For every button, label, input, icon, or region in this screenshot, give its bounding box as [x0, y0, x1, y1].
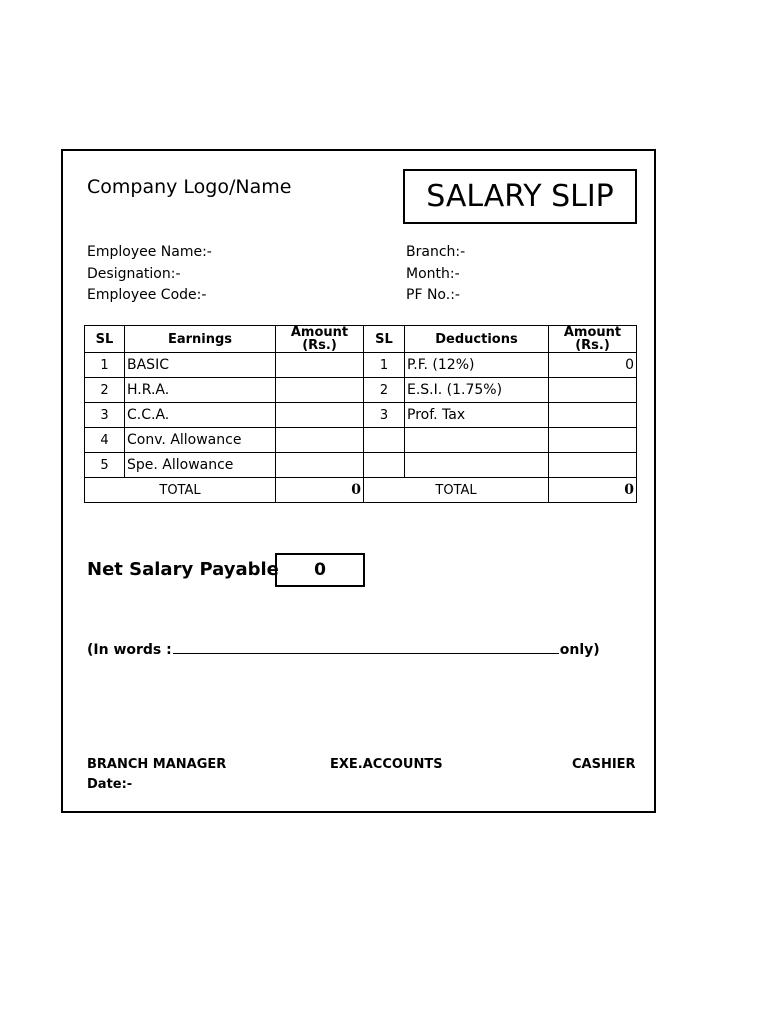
earning-sl: 5 — [85, 453, 125, 478]
earning-sl: 3 — [85, 403, 125, 428]
deduction-sl — [364, 428, 405, 453]
earning-label: Conv. Allowance — [125, 428, 276, 453]
employee-info-left — [87, 242, 212, 307]
exe-accounts-signature-label: EXE.ACCOUNTS — [330, 757, 443, 772]
in-words-suffix: only) — [559, 642, 600, 658]
sl-header: SL — [364, 326, 405, 353]
pf-no-label: PF No.:- — [406, 287, 460, 303]
deduction-label — [405, 453, 549, 478]
in-words-prefix: (In words : — [87, 642, 172, 658]
net-salary-value: 0 — [275, 553, 365, 587]
deduction-amount[interactable]: 0 — [549, 353, 637, 378]
deduction-amount[interactable] — [549, 378, 637, 403]
deduction-label: E.S.I. (1.75%) — [405, 378, 549, 403]
table-row — [85, 378, 637, 403]
deduction-amount[interactable] — [549, 453, 637, 478]
deductions-total-value: 0 — [549, 478, 637, 503]
amount-in-words — [87, 638, 600, 658]
branch-label: Branch:- — [406, 244, 466, 260]
earning-amount[interactable] — [276, 378, 364, 403]
total-row — [85, 478, 637, 503]
earning-label: H.R.A. — [125, 378, 276, 403]
deduction-sl: 2 — [364, 378, 405, 403]
deduction-sl: 3 — [364, 403, 405, 428]
earning-label: C.C.A. — [125, 403, 276, 428]
cashier-signature-label: CASHIER — [572, 757, 636, 772]
designation-label: Designation:- — [87, 265, 181, 282]
employee-name-label: Employee Name:- — [87, 244, 212, 260]
earnings-total-value: 0 — [276, 478, 364, 503]
sl-header: SL — [85, 326, 125, 353]
earnings-amount-header: Amount (Rs.) — [276, 326, 364, 353]
earnings-total-label: TOTAL — [85, 478, 276, 503]
earning-label: BASIC — [125, 353, 276, 378]
in-words-blank-line[interactable] — [173, 638, 559, 654]
deduction-sl: 1 — [364, 353, 405, 378]
deduction-label — [405, 428, 549, 453]
earning-sl: 1 — [85, 353, 125, 378]
date-label: Date:- — [87, 777, 133, 792]
deduction-amount[interactable] — [549, 403, 637, 428]
month-label: Month:- — [406, 265, 460, 282]
employee-info-right — [406, 242, 465, 307]
salary-table — [84, 325, 637, 503]
earning-label: Spe. Allowance — [125, 453, 276, 478]
deduction-label: P.F. (12%) — [405, 353, 549, 378]
earning-amount[interactable] — [276, 403, 364, 428]
deductions-amount-header: Amount (Rs.) — [549, 326, 637, 353]
earning-amount[interactable] — [276, 428, 364, 453]
table-header-row — [85, 326, 637, 353]
branch-manager-signature-label: BRANCH MANAGER — [87, 757, 227, 772]
employee-code-label: Employee Code:- — [87, 287, 207, 303]
earning-sl: 4 — [85, 428, 125, 453]
deductions-header: Deductions — [405, 326, 549, 353]
deduction-label: Prof. Tax — [405, 403, 549, 428]
company-name: Company Logo/Name — [87, 176, 292, 198]
earning-amount[interactable] — [276, 353, 364, 378]
slip-title: SALARY SLIP — [403, 169, 637, 224]
deduction-amount[interactable] — [549, 428, 637, 453]
earning-amount[interactable] — [276, 453, 364, 478]
table-row — [85, 453, 637, 478]
deduction-sl — [364, 453, 405, 478]
deductions-total-label: TOTAL — [364, 478, 549, 503]
table-row — [85, 403, 637, 428]
table-row — [85, 353, 637, 378]
earnings-header: Earnings — [125, 326, 276, 353]
net-salary-label: Net Salary Payable — [87, 559, 279, 580]
table-row — [85, 428, 637, 453]
earning-sl: 2 — [85, 378, 125, 403]
